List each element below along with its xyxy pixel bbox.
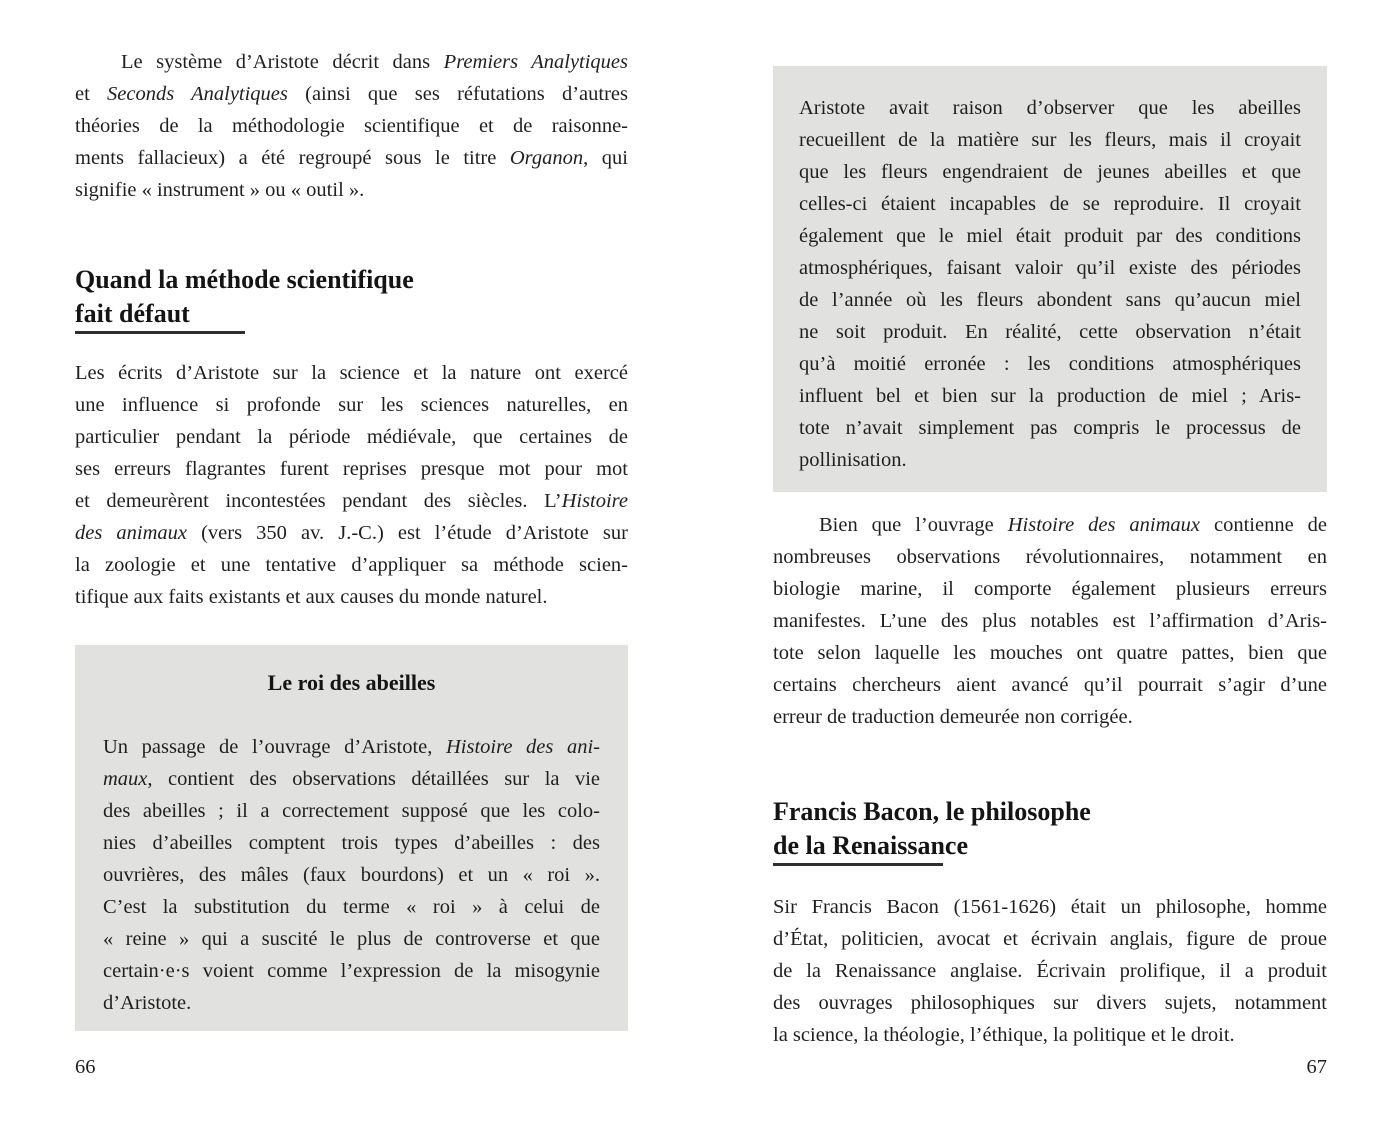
text-line: ments fallacieux) a été regroupé sous le titre Organon, qui	[75, 147, 628, 169]
text-line: biologie marine, il comporte également plusieurs erreurs	[773, 578, 1327, 600]
text-line: tote selon laquelle les mouches ont quatre pattes, bien que	[773, 642, 1327, 664]
text-line: Quand la méthode scientifique	[75, 265, 414, 294]
text-line: théories de la méthodologie scientifique et de raisonne-	[75, 115, 628, 137]
callout-text	[799, 92, 1301, 476]
text-line: de la Renaissance	[773, 831, 968, 860]
text-line: également que le miel était produit par des conditions	[799, 225, 1301, 247]
text-line: la zoologie et une tentative d’appliquer sa méthode scien-	[75, 554, 628, 576]
text-line: certain·e·s voient comme l’expression de la misogynie	[103, 960, 600, 982]
text-line: ouvrières, des mâles (faux bourdons) et un « roi ».	[103, 864, 600, 886]
text-line: une influence si profonde sur les sciences naturelles, en	[75, 394, 628, 416]
intro-paragraph	[75, 46, 628, 206]
text-line: celles-ci étaient incapables de se reproduire. Il croyait	[799, 193, 1301, 215]
callout-box-roi-des-abeilles	[75, 645, 628, 1031]
text-line: Un passage de l’ouvrage d’Aristote, Histoire des ani-	[103, 736, 600, 758]
text-line: des abeilles ; il a correctement supposé que les colo-	[103, 800, 600, 822]
text-line: des ouvrages philosophiques sur divers sujets, notamment	[773, 992, 1327, 1014]
text-line: ses erreurs flagrantes furent reprises presque mot pour mot	[75, 458, 628, 480]
text-line: « reine » qui a suscité le plus de controverse et que	[103, 928, 600, 950]
text-line: erreur de traduction demeurée non corrigée.	[773, 706, 1133, 728]
text-line: Francis Bacon, le philosophe	[773, 797, 1091, 826]
text-line: Les écrits d’Aristote sur la science et la nature ont exercé	[75, 362, 628, 384]
text-line: Le système d’Aristote décrit dans Premiers Analytiques	[121, 51, 628, 73]
text-line: signifie « instrument » ou « outil ».	[75, 179, 365, 201]
callout-title: Le roi des abeilles	[267, 670, 436, 695]
body-paragraph	[75, 357, 628, 613]
text-line: et Seconds Analytiques (ainsi que ses réfutations d’autres	[75, 83, 628, 105]
text-line: ne soit produit. En réalité, cette observation n’était	[799, 321, 1301, 343]
text-line: nombreuses observations révolutionnaires, notamment en	[773, 546, 1327, 568]
text-line: de l’année où les fleurs abondent sans qu’aucun miel	[799, 289, 1301, 311]
text-line: tote n’avait simplement pas compris le processus de	[799, 417, 1301, 439]
text-line: fait défaut	[75, 299, 190, 328]
heading-rule	[75, 331, 245, 334]
text-line: que les fleurs engendraient de jeunes abeilles et que	[799, 161, 1301, 183]
text-line: Bien que l’ouvrage Histoire des animaux contienne de	[819, 514, 1327, 536]
text-line: pollinisation.	[799, 449, 907, 471]
closing-paragraph	[773, 891, 1327, 1051]
page-right	[773, 0, 1327, 1133]
body-paragraph	[773, 509, 1327, 733]
text-line: influent bel et bien sur la production de miel ; Aris-	[799, 385, 1301, 407]
text-line: atmosphériques, faisant valoir qu’il existe des périodes	[799, 257, 1301, 279]
text-line: Aristote avait raison d’observer que les abeilles	[799, 97, 1301, 119]
text-line: maux, contient des observations détaillées sur la vie	[103, 768, 600, 790]
callout-box-abeilles-fleurs	[773, 66, 1327, 492]
text-line: et demeurèrent incontestées pendant des siècles. L’Histoire	[75, 490, 628, 512]
text-line: de la Renaissance anglaise. Écrivain prolifique, il a produit	[773, 960, 1327, 982]
text-line: C’est la substitution du terme « roi » à celui de	[103, 896, 600, 918]
text-line: tifique aux faits existants et aux causes du monde naturel.	[75, 586, 548, 608]
section-heading-francis-bacon	[773, 795, 1327, 863]
page-left	[75, 0, 628, 1133]
callout-text	[103, 731, 600, 1019]
text-line: d’État, politicien, avocat et écrivain anglais, figure de proue	[773, 928, 1327, 950]
text-line: qu’à moitié erronée : les conditions atmosphériques	[799, 353, 1301, 375]
page-number-right: 67	[1306, 1056, 1327, 1078]
text-line: nies d’abeilles comptent trois types d’abeilles : des	[103, 832, 600, 854]
text-line: des animaux (vers 350 av. J.-C.) est l’étude d’Aristote sur	[75, 522, 628, 544]
text-line: particulier pendant la période médiévale, que certaines de	[75, 426, 628, 448]
section-heading-methode	[75, 263, 628, 331]
text-line: la science, la théologie, l’éthique, la politique et le droit.	[773, 1024, 1235, 1046]
heading-rule	[773, 863, 943, 866]
page-number-left: 66	[75, 1056, 96, 1078]
text-line: recueillent de la matière sur les fleurs, mais il croyait	[799, 129, 1301, 151]
text-line: certains chercheurs aient avancé qu’il pourrait s’agir d’une	[773, 674, 1327, 696]
text-line: Sir Francis Bacon (1561-1626) était un philosophe, homme	[773, 896, 1327, 918]
text-line: manifestes. L’une des plus notables est l’affirmation d’Aris-	[773, 610, 1327, 632]
text-line: d’Aristote.	[103, 992, 192, 1014]
